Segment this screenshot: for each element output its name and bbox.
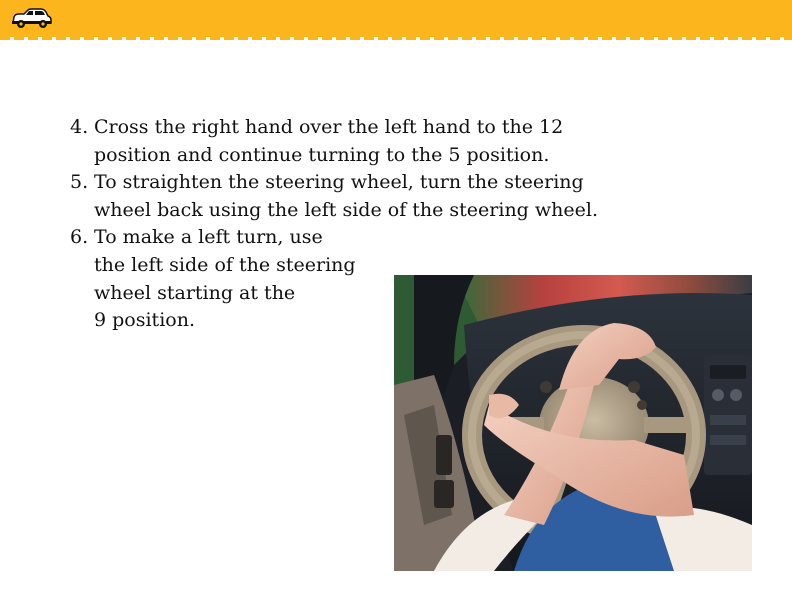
step-line: 9 position. (94, 309, 195, 332)
step-line: To make a left turn, use (94, 226, 323, 249)
steering-wheel-hands-photo (394, 275, 752, 571)
step-line: wheel back using the left side of the steering wheel. (94, 198, 598, 221)
step-number: 6. (70, 226, 89, 249)
list-item (70, 169, 630, 224)
step-line: position and continue turning to the 5 position. (94, 143, 550, 166)
step-line: the left side of the steering (94, 253, 356, 276)
step-number: 5. (70, 171, 89, 194)
top-banner-divider (0, 37, 792, 40)
list-item (70, 114, 630, 169)
step-line: To straighten the steering wheel, turn the steering (94, 171, 584, 194)
steering-wheel-photo (394, 275, 752, 571)
step-number: 4. (70, 116, 89, 138)
step-line: Cross the right hand over the left hand to the 12 (94, 116, 564, 138)
top-banner (0, 0, 792, 38)
step-line: wheel starting at the (94, 281, 296, 304)
car-icon (10, 8, 52, 30)
